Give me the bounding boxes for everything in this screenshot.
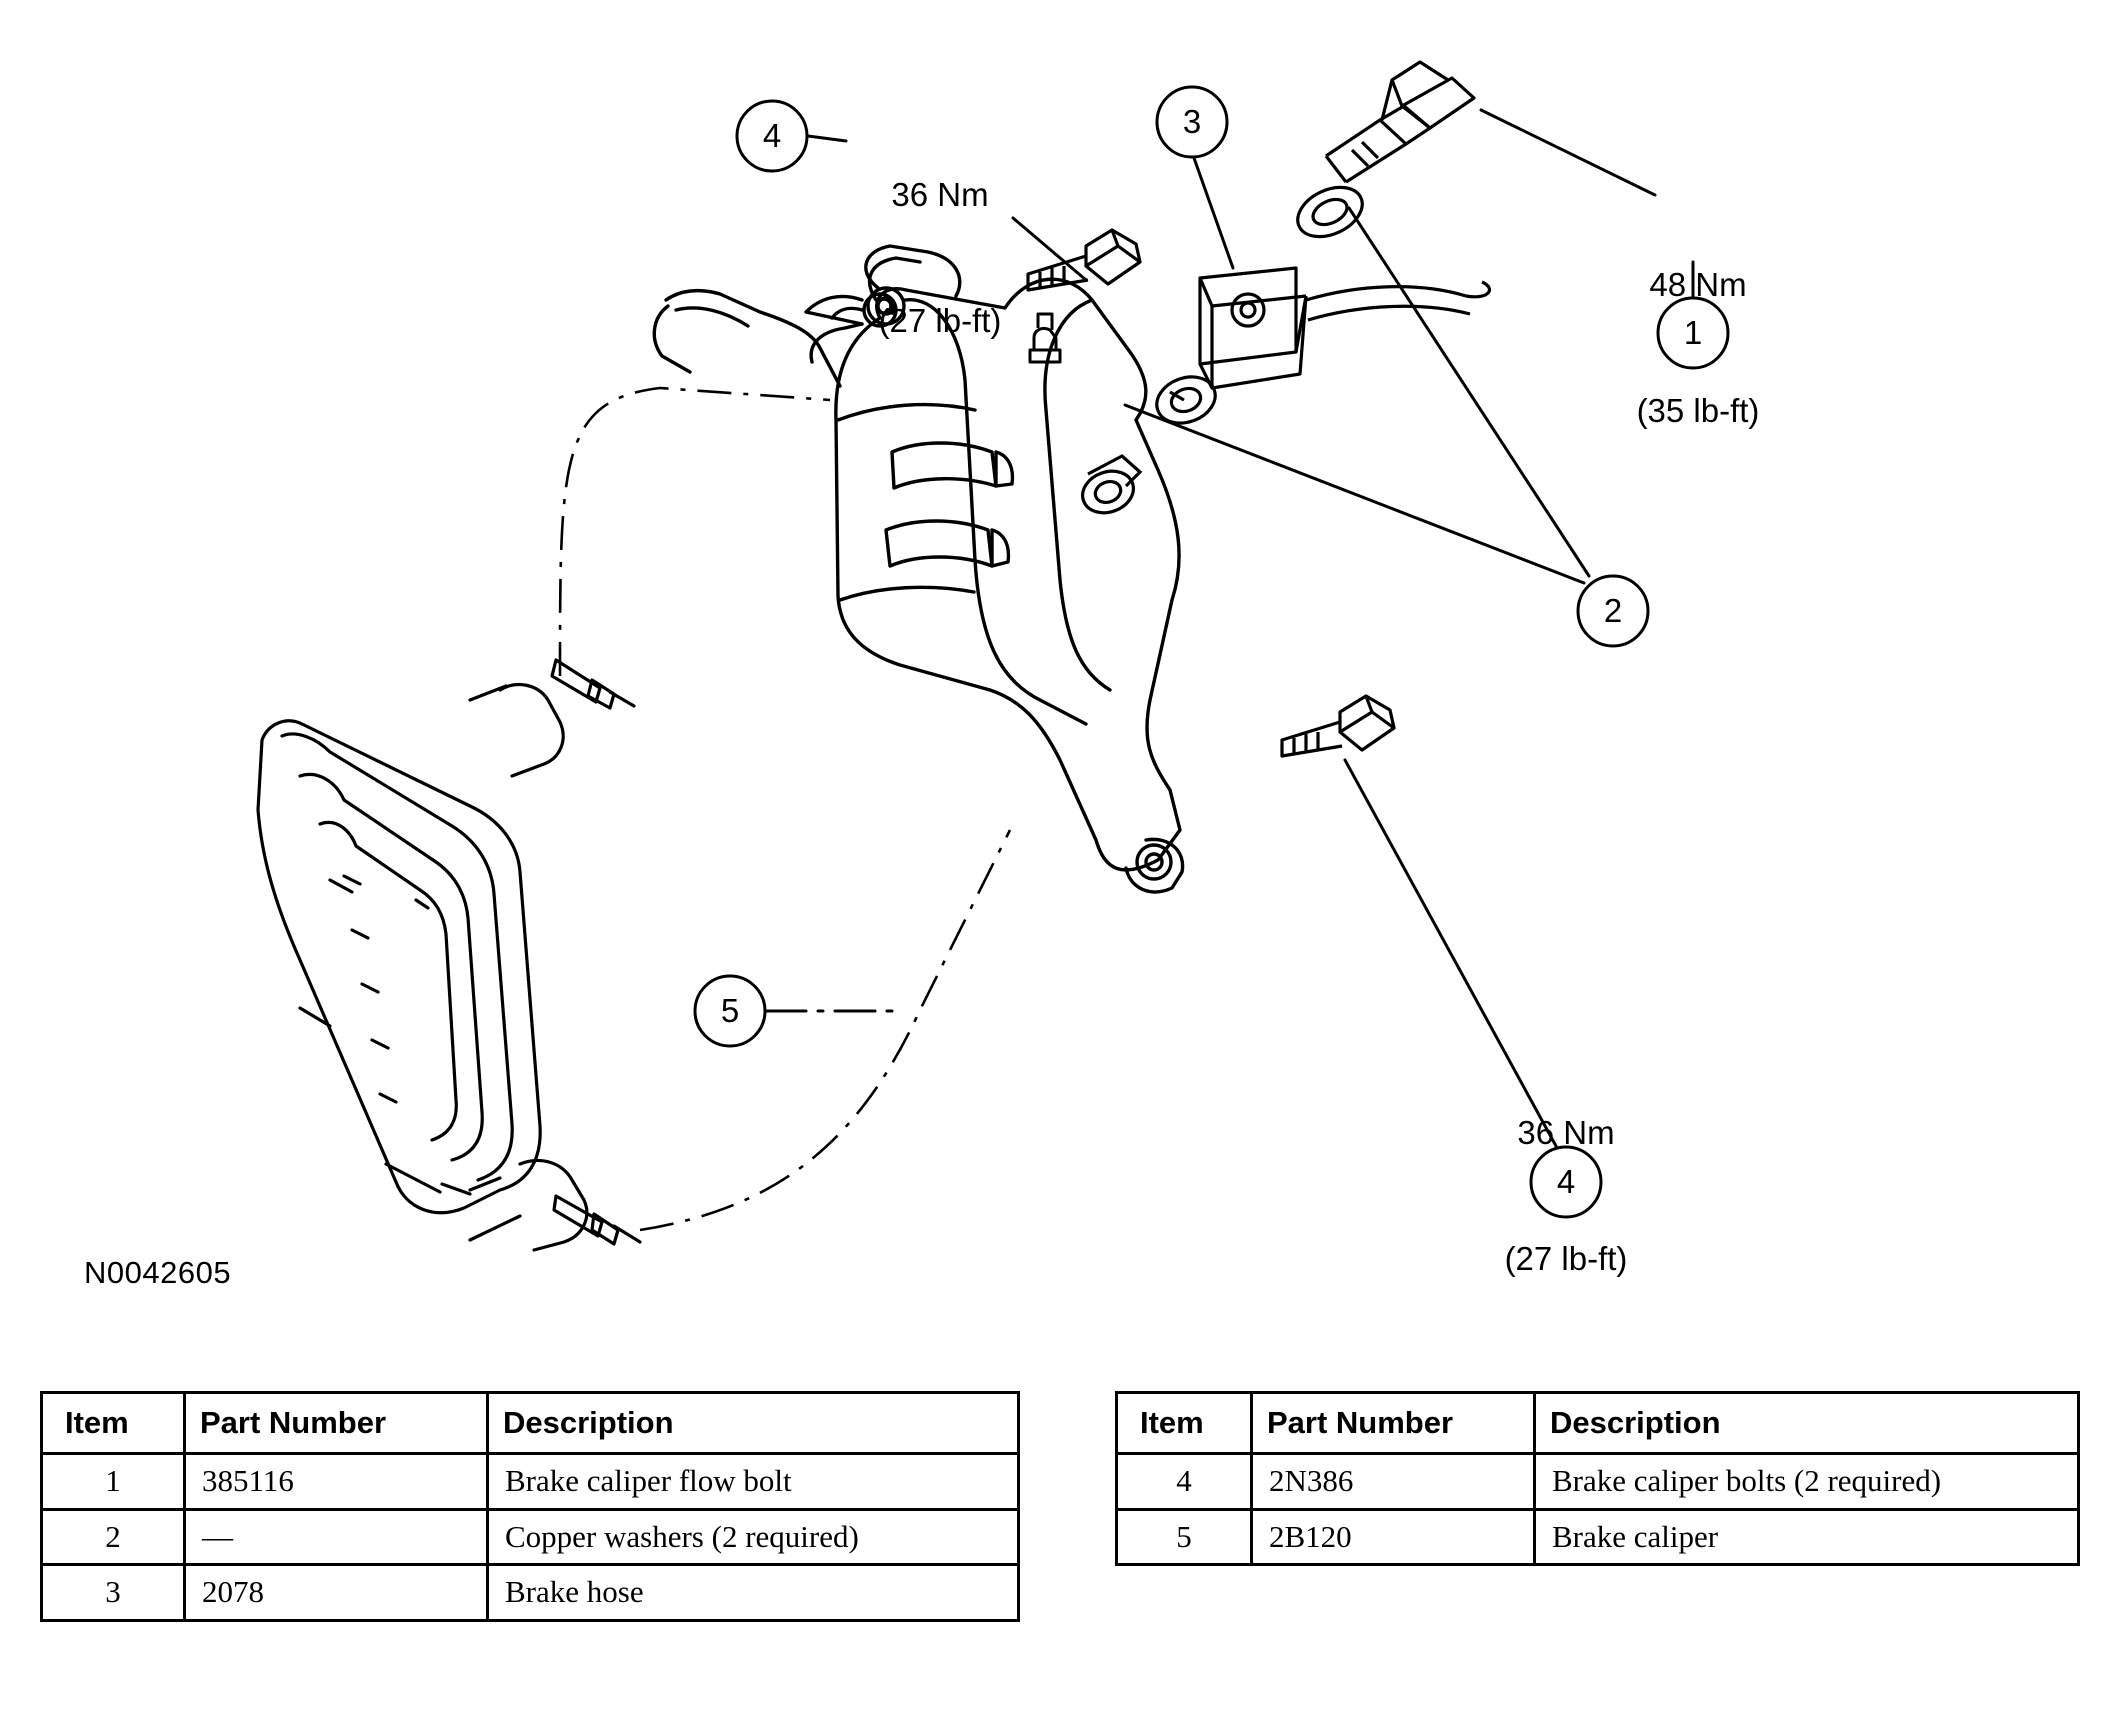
callout-number-3: 3 <box>1182 103 1202 140</box>
column-header-part-number: Part Number <box>1252 1393 1535 1454</box>
callout-number-5: 5 <box>720 992 740 1029</box>
torque-lbft-value: (35 lb-ft) <box>1636 392 1760 429</box>
caliper-bolt-bottom <box>1282 696 1394 756</box>
figure-id: N0042605 <box>84 1255 232 1290</box>
torque-label-36nm-bottom <box>1446 1028 1686 1364</box>
parts-table-right <box>1115 1391 2080 1566</box>
callout-number-1: 1 <box>1683 314 1703 351</box>
callout-number-4-bottom: 4 <box>1556 1163 1576 1200</box>
column-header-description: Description <box>488 1393 1019 1454</box>
column-header-part-number: Part Number <box>185 1393 488 1454</box>
cell-item: 3 <box>42 1565 185 1621</box>
column-header-item: Item <box>1117 1393 1252 1454</box>
table-row <box>42 1565 1019 1621</box>
cell-part-number: — <box>185 1509 488 1565</box>
cell-part-number: 2N386 <box>1252 1454 1535 1510</box>
callout-number-4-top: 4 <box>762 117 782 154</box>
cell-part-number: 2078 <box>185 1565 488 1621</box>
torque-nm-value: 48 Nm <box>1649 266 1747 303</box>
caliper-hose-port <box>1077 456 1140 520</box>
table-row <box>42 1509 1019 1565</box>
leader-3 <box>1194 158 1233 268</box>
cell-part-number: 385116 <box>185 1454 488 1510</box>
cell-description: Copper washers (2 required) <box>488 1509 1019 1565</box>
cell-description: Brake caliper flow bolt <box>488 1454 1019 1510</box>
cell-description: Brake hose <box>488 1565 1019 1621</box>
cell-item: 2 <box>42 1509 185 1565</box>
brake-caliper-flow-bolt <box>1326 62 1474 182</box>
cell-item: 1 <box>42 1454 185 1510</box>
table-header-row <box>42 1393 1019 1454</box>
cell-item: 4 <box>1117 1454 1252 1510</box>
callout-number-2: 2 <box>1603 592 1623 629</box>
cell-part-number: 2B120 <box>1252 1509 1535 1565</box>
torque-nm-value: 36 Nm <box>891 176 989 213</box>
leader-2-upper-washer <box>1349 208 1589 576</box>
column-header-item: Item <box>42 1393 185 1454</box>
table-row <box>1117 1509 2079 1565</box>
leader-2-lower-washer <box>1125 405 1584 583</box>
brake-hose <box>1200 268 1489 388</box>
parts-table-left <box>40 1391 1020 1622</box>
table-header-row <box>1117 1393 2079 1454</box>
torque-lbft-value: (27 lb-ft) <box>878 302 1002 339</box>
torque-nm-value: 36 Nm <box>1517 1114 1615 1151</box>
torque-label-36nm-top <box>820 90 1060 426</box>
copper-washer-upper <box>1290 178 1370 247</box>
table-row <box>1117 1454 2079 1510</box>
torque-lbft-value: (27 lb-ft) <box>1504 1240 1628 1277</box>
assembly-centerlines <box>560 388 1010 1230</box>
cell-description: Brake caliper bolts (2 required) <box>1535 1454 2079 1510</box>
torque-label-48nm <box>1578 180 1818 516</box>
table-row <box>42 1454 1019 1510</box>
column-header-description: Description <box>1535 1393 2079 1454</box>
cell-description: Brake caliper <box>1535 1509 2079 1565</box>
brake-pads-and-anchor-plate <box>258 660 640 1250</box>
cell-item: 5 <box>1117 1509 1252 1565</box>
